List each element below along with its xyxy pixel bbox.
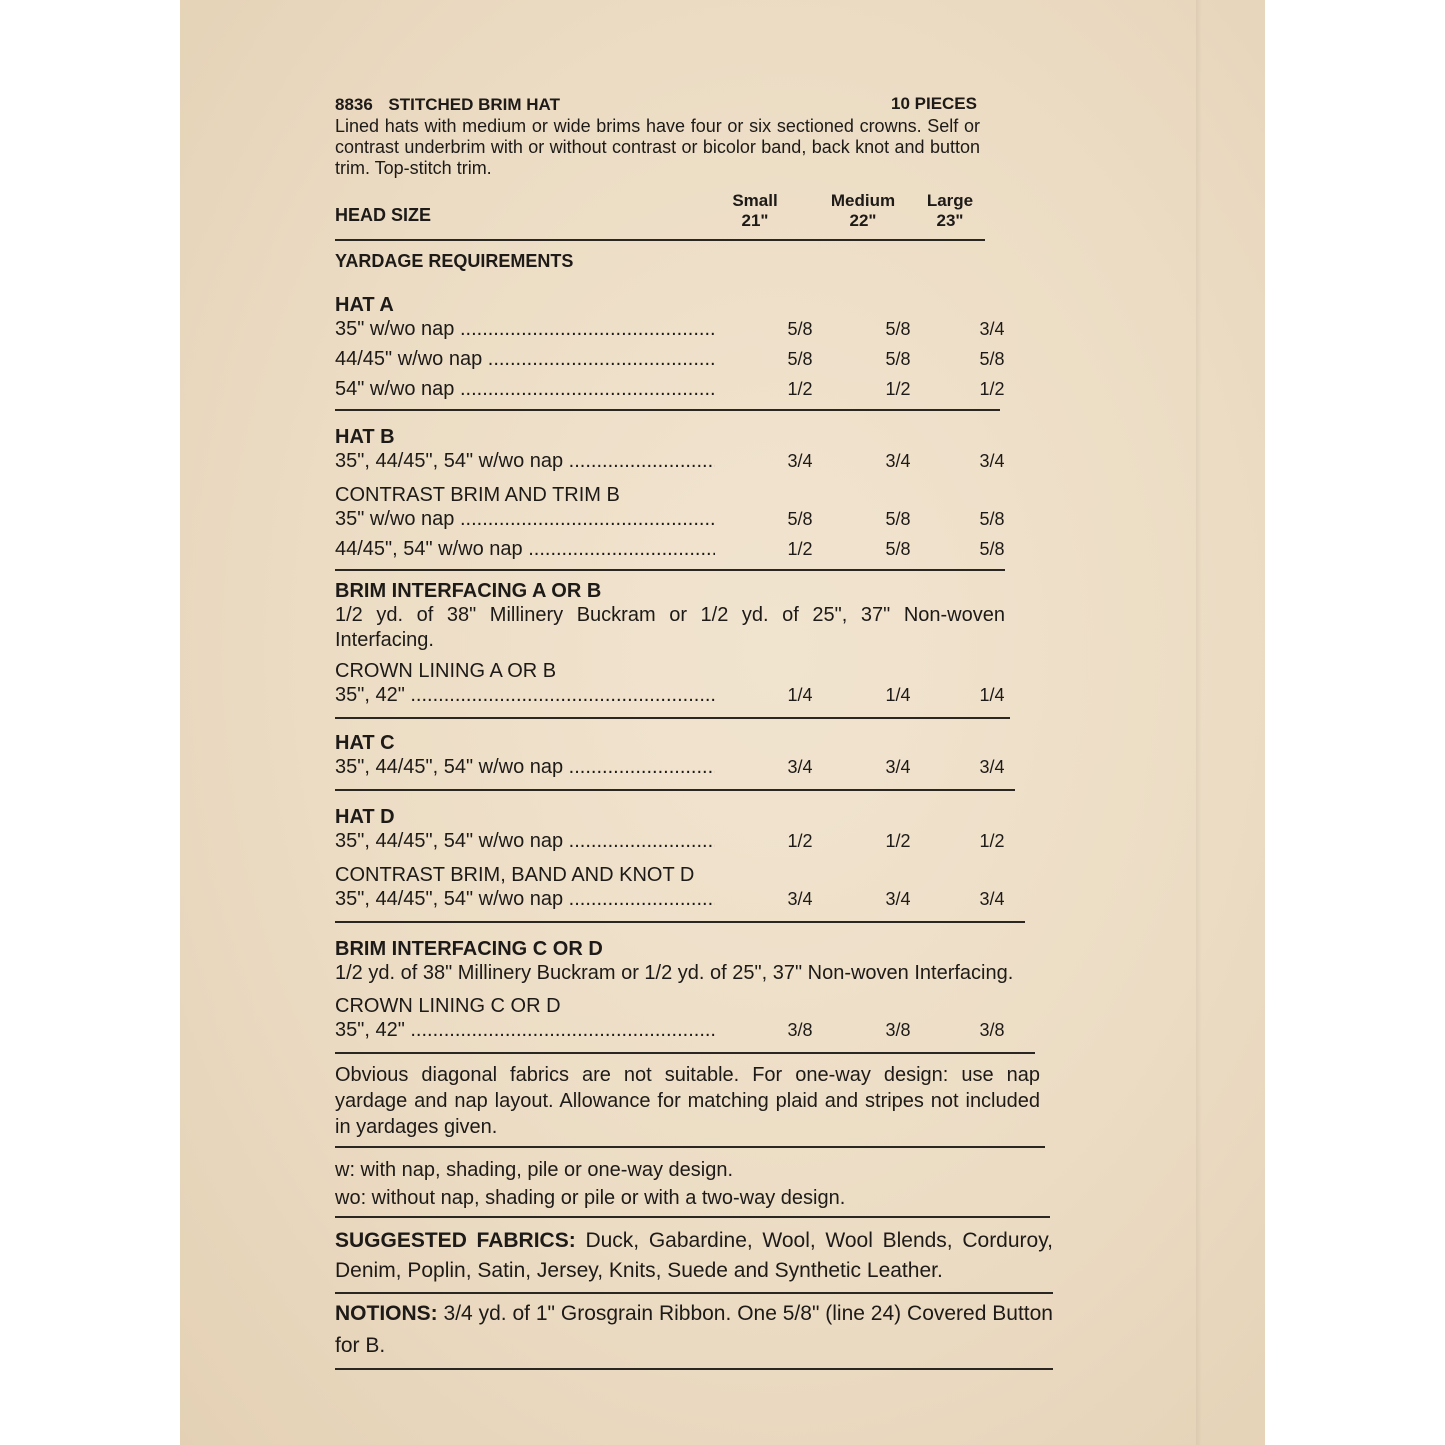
divider: [335, 409, 1000, 411]
contrast-brim-d-title: CONTRAST BRIM, BAND AND KNOT D: [335, 864, 695, 886]
divider: [335, 1292, 1053, 1294]
brim-interfacing-cd-title: BRIM INTERFACING C OR D: [335, 938, 603, 960]
crown-lining-cd-row: 35", 42" ..... 3/8 3/8 3/8: [335, 1018, 1055, 1048]
suggested-fabrics: [335, 1226, 1053, 1286]
legend-with-nap: w: with nap, shading, pile or one-way design.: [335, 1159, 734, 1181]
divider: [335, 717, 1010, 719]
diagonal-fabric-note: Obvious diagonal fabrics are not suitable. For one-way design: use nap yardage and nap layout. Allowance for matching plaid and stripes not included in yardages given.: [335, 1064, 1040, 1138]
paper-fold-edge: [1196, 0, 1202, 1445]
crown-lining-ab-row: 35", 42" ..... 1/4 1/4 1/4: [335, 683, 1055, 713]
head-size-label: HEAD SIZE: [335, 205, 432, 225]
contrast-b-row: 44/45", 54" w/wo nap ..... 1/2 5/8 5/8: [335, 537, 1055, 567]
contrast-brim-b-title: CONTRAST BRIM AND TRIM B: [335, 484, 620, 506]
divider: [335, 569, 1005, 571]
pattern-description: Lined hats with medium or wide brims have four or six sectioned crowns. Self or contrast underbrim with or without contrast or bicolor band, back knot and button trim. Top-stitch trim.: [335, 116, 980, 178]
contrast-d-row: 35", 44/45", 54" w/wo nap ..... 3/4 3/4 3/4: [335, 887, 1055, 917]
hat-a-row: 35" w/wo nap ..... 5/8 5/8 3/4: [335, 317, 1055, 347]
divider: [335, 789, 1015, 791]
hat-a-row: 54" w/wo nap ..... 1/2 1/2 1/2: [335, 377, 1055, 407]
size-large: Large 23": [926, 191, 974, 230]
suggested-fabrics-label: SUGGESTED FABRICS:: [335, 1229, 576, 1252]
divider: [335, 1368, 1053, 1370]
pattern-number: 8836: [335, 95, 373, 114]
crown-lining-ab-title: CROWN LINING A OR B: [335, 660, 557, 682]
hat-d-row: 35", 44/45", 54" w/wo nap ..... 1/2 1/2 1/2: [335, 829, 1055, 859]
hat-b-title: HAT B: [335, 426, 395, 448]
brim-interfacing-ab-title: BRIM INTERFACING A OR B: [335, 580, 602, 602]
hat-a-title: HAT A: [335, 294, 394, 316]
head-size-row: [335, 191, 1055, 235]
yardage-heading: YARDAGE REQUIREMENTS: [335, 251, 574, 271]
divider: [335, 1216, 1050, 1218]
hat-b-row: 35", 44/45", 54" w/wo nap ..... 3/4 3/4 3/4: [335, 449, 1055, 479]
pattern-header: [335, 92, 1055, 116]
size-small: Small 21": [732, 191, 778, 230]
suggested-fabrics-text: Duck, Gabardine, Wool, Wool Blends, Corduroy, Denim, Poplin, Satin, Jersey, Knits, Suede and Synthetic Leather.: [335, 1229, 1053, 1282]
yardage-chart: [335, 92, 1055, 1370]
notions: [335, 1298, 1053, 1362]
brim-interfacing-cd-text: 1/2 yd. of 38" Millinery Buckram or 1/2 yd. of 25", 37" Non-woven Interfacing.: [335, 962, 1014, 984]
divider: [335, 239, 985, 241]
pieces-count: 10 PIECES: [891, 94, 977, 113]
divider: [335, 1052, 1035, 1054]
size-medium: Medium 22": [830, 191, 896, 230]
contrast-b-row: 35" w/wo nap ..... 5/8 5/8 5/8: [335, 507, 1055, 537]
divider: [335, 1146, 1045, 1148]
brim-interfacing-ab-text: 1/2 yd. of 38" Millinery Buckram or 1/2 yd. of 25", 37" Non-woven Interfacing.: [335, 604, 1005, 651]
notions-label: NOTIONS:: [335, 1302, 438, 1325]
hat-d-title: HAT D: [335, 806, 395, 828]
hat-c-row: 35", 44/45", 54" w/wo nap ..... 3/4 3/4 3/4: [335, 755, 1055, 785]
crown-lining-cd-title: CROWN LINING C OR D: [335, 995, 561, 1017]
hat-c-title: HAT C: [335, 732, 395, 754]
divider: [335, 921, 1025, 923]
pattern-title: STITCHED BRIM HAT: [388, 95, 560, 114]
hat-a-row: 44/45" w/wo nap ..... 5/8 5/8 5/8: [335, 347, 1055, 377]
notions-text: 3/4 yd. of 1" Grosgrain Ribbon. One 5/8" (line 24) Covered Button for B.: [335, 1302, 1053, 1357]
legend-without-nap: wo: without nap, shading or pile or with a two-way design.: [335, 1187, 846, 1209]
